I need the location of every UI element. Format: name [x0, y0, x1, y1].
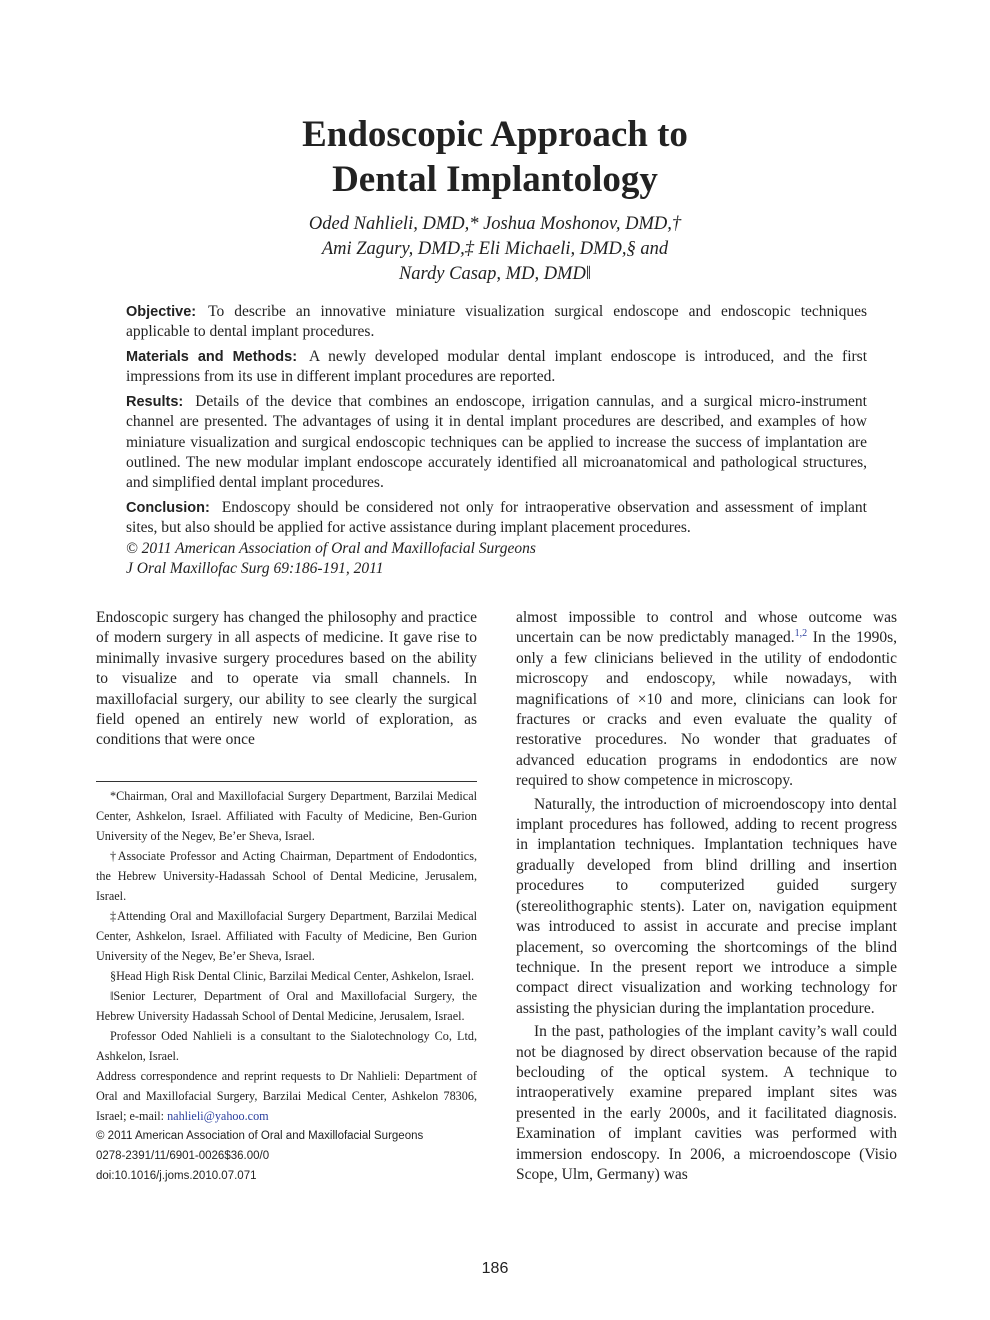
title-line-1: Endoscopic Approach to — [302, 114, 688, 155]
correspondence-address — [96, 1066, 477, 1126]
intro-paragraph: Endoscopic surgery has changed the philosophy and practice of modern surgery in all aspects of medicine. It gave rise to minimally invasive surgery procedures based on the ability to visualize and to operate via small channels. In maxillofacial surgery, our ability to see clearly the surgical field opened an entirely new world of exploration, as conditions that were once — [96, 609, 477, 749]
left-column-body — [96, 608, 477, 751]
reference-link[interactable]: 1,2 — [794, 628, 808, 640]
abstract-methods — [126, 347, 867, 388]
results-label: Results: — [126, 394, 184, 411]
page-number: 186 — [481, 1260, 509, 1277]
abstract-copyright: © 2011 American Association of Oral and Maxillofacial Surgeons — [126, 539, 536, 557]
results-text: Details of the device that combines an endoscope, irrigation cannulas, and a surgical micro-instrument channel are presented. The advantages of using it in dental implant procedures are described, and examples of how miniature visualization and surgical endoscopic techniques can be applied to increase the success of implantation are outlined. The new modular implant endoscope accurately identified all microanatomical and pathological structures, and simplified dental implant procedures. — [126, 393, 867, 492]
conclusion-label: Conclusion: — [126, 500, 210, 517]
paragraph-1-text-a: almost impossible to control and whose outcome was uncertain can be now predictably managed. — [516, 609, 897, 647]
issn-line: 0278-2391/11/6901-0026$36.00/0 — [96, 1150, 270, 1162]
footnote-2: †Associate Professor and Acting Chairman, Department of Endodontics, the Hebrew University-Hadassah School of Dental Medicine, Jerusalem, Israel. — [96, 849, 477, 903]
journal-citation: J Oral Maxillofac Surg 69:186-191, 2011 — [126, 560, 384, 578]
body-paragraph-3: In the past, pathologies of the implant cavity’s wall could not be diagnosed by direct observation because of the rapid beclouding of the optical system. A technique to intraoperatively examine prepared implant sites was presented in the early 2000s, and it facilitated diagnosis. Examination of implant cavities was performed with immersion endoscopy. In 2006, a microendoscope (Visio Scope, Ulm, Germany) was — [516, 1023, 897, 1183]
footnote-4: §Head High Risk Dental Clinic, Barzilai Medical Center, Ashkelon, Israel. — [110, 969, 475, 983]
title-line-2: Dental Implantology — [332, 159, 658, 200]
authors-line-3: Nardy Casap, MD, DMD‖ — [398, 264, 592, 284]
footnote-5: ‖Senior Lecturer, Department of Oral and Maxillofacial Surgery, the Hebrew University Hadassah School of Dental Medicine, Jerusalem, Israel. — [96, 989, 477, 1023]
objective-label: Objective: — [126, 304, 197, 320]
abstract-conclusion — [126, 498, 867, 539]
body-paragraph-2: Naturally, the introduction of microendoscopy into dental implant procedures has followed, adding to recent progress in implantation techniques. Implantation techniques have gradually developed from blind drilling and insertion procedures to computerized guided surgery (stereolithographic stents). Later on, navigation equipment was introduced to assist in accurate and precise implant placement, so overcoming the shortcomings of the blind technique. In the present report we introduce a simple compact direct visualization and working technology for assisting the physician during the implantation procedure. — [516, 795, 897, 1017]
footnote-divider — [96, 781, 477, 782]
doi-line[interactable]: doi:10.1016/j.joms.2010.07.071 — [96, 1170, 257, 1182]
footnote-3: ‡Attending Oral and Maxillofacial Surgery Department, Barzilai Medical Center, Ashkelon, Israel. Affiliated with Faculty of Medicine, Ben Gurion University of the Negev, Be’er Sheva, Israel. — [96, 909, 477, 963]
paragraph-1-text-b: In the 1990s, only a few clinicians believed in the utility of endodontic microscopy and endoscopy, while nowadays, with magnifications of ×10 and more, clinicians can look for fractures or cracks and even evaluate the quality of restorative procedures. No wonder that graduates of advanced education programs in endodontics are now required to show competence in microscopy. — [516, 629, 897, 790]
conclusion-text: Endoscopy should be considered not only for intraoperative observation and assessment of implant sites, but also should be applied for active assistance during implant placement procedures. — [126, 499, 867, 537]
footnote-1: *Chairman, Oral and Maxillofacial Surgery Department, Barzilai Medical Center, Ashkelon, Israel. Affiliated with Faculty of Medicine, Ben-Gurion University of the Negev, Be’er Sheva, Israel. — [96, 789, 477, 843]
author-list — [0, 212, 990, 287]
abstract-objective — [126, 302, 867, 343]
footnotes — [96, 786, 477, 1186]
methods-label: Materials and Methods: — [126, 349, 298, 366]
footnote-6: Professor Oded Nahlieli is a consultant to the Sialotechnology Co, Ltd, Ashkelon, Israel. — [96, 1029, 477, 1063]
body-paragraph-1 — [516, 608, 897, 792]
email-link[interactable]: nahlieli@yahoo.com — [167, 1109, 269, 1123]
objective-text: To describe an innovative miniature visualization surgical endoscope and endoscopic techniques applicable to dental implant procedures. — [126, 303, 867, 341]
article-title — [0, 112, 990, 202]
methods-text: A newly developed modular dental implant endoscope is introduced, and the first impressions from its use in different implant procedures are reported. — [126, 348, 868, 386]
authors-line-1: Oded Nahlieli, DMD,* Joshua Moshonov, DMD,† — [308, 214, 682, 234]
authors-line-2: Ami Zagury, DMD,‡ Eli Michaeli, DMD,§ and — [321, 239, 669, 259]
address-text: Address correspondence and reprint requests to Dr Nahlieli: Department of Oral and Maxillofacial Surgery, Barzilai Medical Center, Ashkelon 78306, Israel; e-mail: — [96, 1069, 477, 1123]
abstract — [126, 302, 867, 579]
abstract-results — [126, 392, 867, 493]
right-column-body — [516, 608, 897, 1185]
footnote-copyright: © 2011 American Association of Oral and Maxillofacial Surgeons — [96, 1130, 424, 1142]
